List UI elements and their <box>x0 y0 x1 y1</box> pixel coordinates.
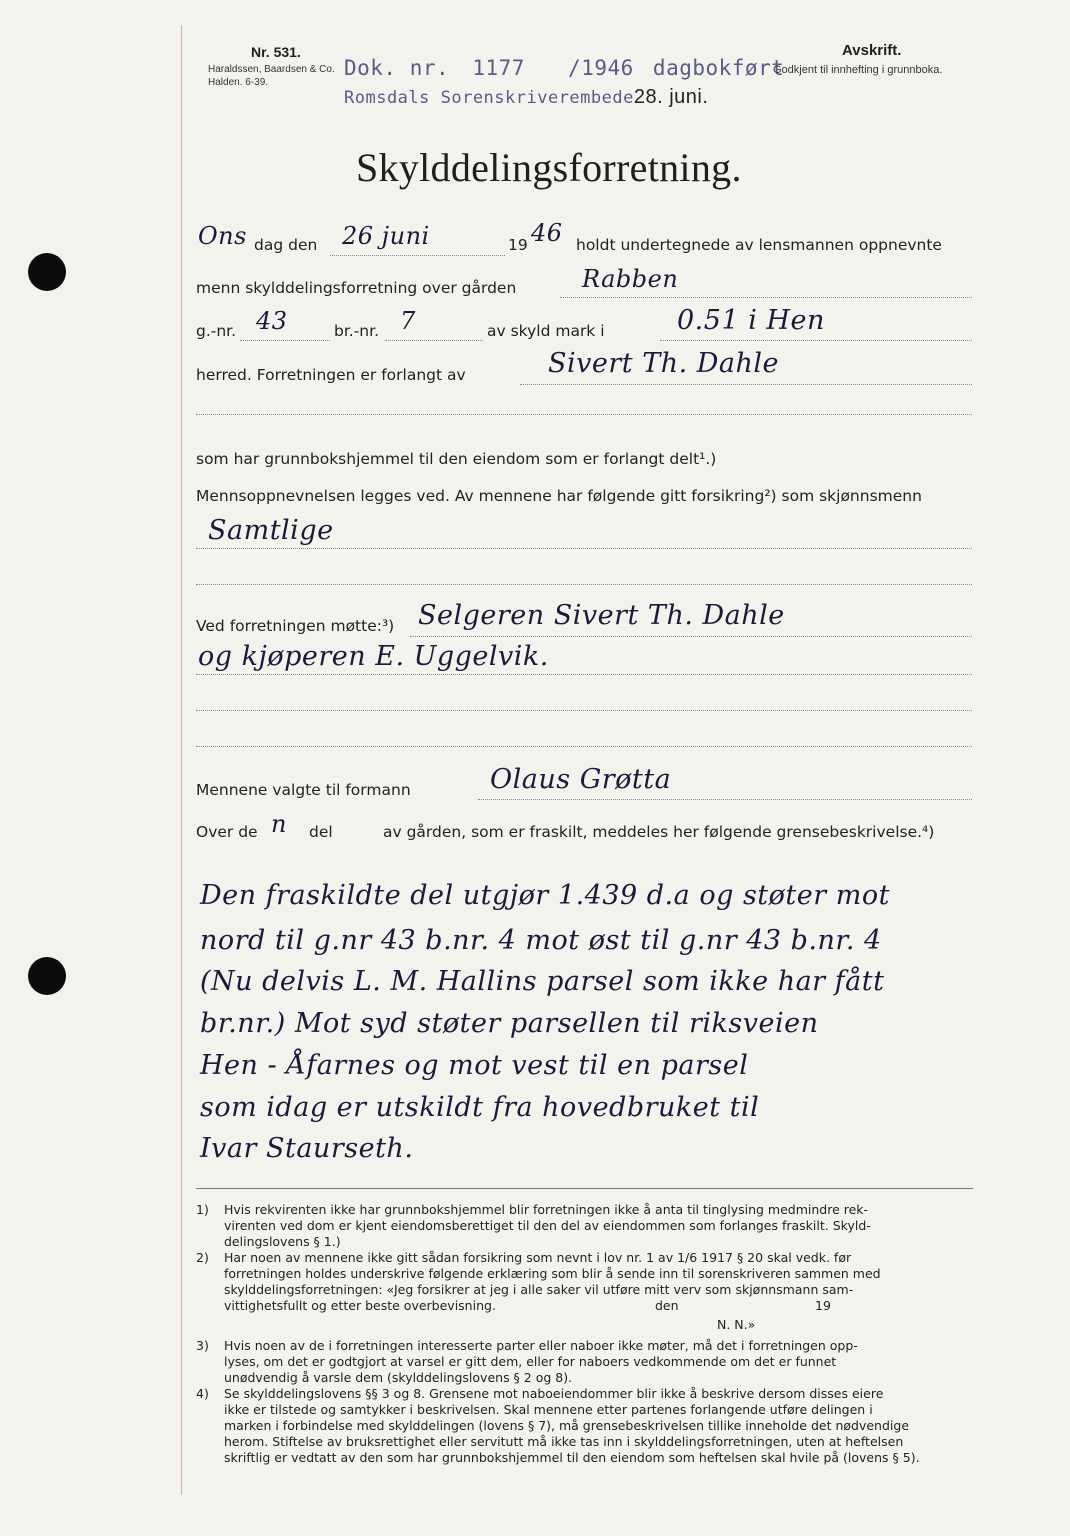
hw-formann: Olaus Grøtta <box>490 764 672 795</box>
fill-line-skyld <box>660 340 972 341</box>
punch-hole-top <box>28 253 66 291</box>
hw-skyld: 0.51 i Hen <box>677 305 825 336</box>
fill-line-requester <box>520 384 972 385</box>
fill-line-motte-1 <box>410 636 972 637</box>
hw-motte-1: Selgeren Sivert Th. Dahle <box>418 600 785 631</box>
printer-line-2: Halden. 6-39. <box>208 77 269 88</box>
footnote-2-line: skylddelingsforretningen: «Jeg forsikrer at jeg i alle saker vil utføre mitt verv som skjønnsmann sam- <box>224 1282 854 1297</box>
margin-line <box>181 25 182 1495</box>
stamp-office: Romsdals Sorenskriverembede <box>344 88 634 108</box>
form-number: Nr. 531. <box>251 44 301 60</box>
fill-line-date <box>330 255 505 256</box>
footnote-2-line: forretningen holdes underskrive følgende erklæring som blir å sende inn til sorenskriveren sammen med <box>224 1266 881 1281</box>
text-over-prefix: Over de <box>196 823 258 841</box>
punch-hole-bottom <box>28 957 66 995</box>
hw-gnr: 43 <box>256 307 288 335</box>
text-mennsopp: Mennsoppnevnelsen legges ved. Av mennene har følgende gitt forsikring²) som skjønnsmenn <box>196 487 922 505</box>
footnote-2-nn: N. N.» <box>717 1317 756 1332</box>
footnote-4-number: 4) <box>196 1386 209 1401</box>
hw-date: 26 juni <box>342 222 430 250</box>
footnote-4-line: skriftlig er vedtatt av den som har grunnbokshjemmel til den eiendom som heftelsen skal hvile på (lovens § 5). <box>224 1450 920 1465</box>
footnote-2-line: Har noen av mennene ikke gitt sådan forsikring som nevnt i lov nr. 1 av 1/6 1917 § 20 skal vedk. før <box>224 1250 852 1265</box>
stamp-date: 28. juni. <box>633 86 709 108</box>
fill-line-gnr <box>240 340 330 341</box>
hw-year: 46 <box>531 219 563 247</box>
hw-farm: Rabben <box>582 265 679 293</box>
footnote-3-line: lyses, om det er godtgjort at varsel er gitt dem, eller for naboers vedkommende om det er funnet <box>224 1354 837 1369</box>
stamp-prefix: Dok. nr. <box>344 56 450 80</box>
text-grunnbok: som har grunnbokshjemmel til den eiendom som er forlangt delt¹.) <box>196 450 717 468</box>
label-gnr: g.-nr. <box>196 322 237 340</box>
hw-motte-2: og kjøperen E. Uggelvik. <box>198 641 549 672</box>
label-herred: herred. Forretningen er forlangt av <box>196 366 466 384</box>
stamp-doc-number: 1177 <box>472 56 525 80</box>
hw-description-line-4: br.nr.) Mot syd støter parsellen til riksveien <box>200 1008 819 1039</box>
fill-line-blank-2 <box>196 584 972 585</box>
footnote-2-year: 19 <box>815 1298 831 1313</box>
hw-day-prefix: Ons <box>198 222 247 250</box>
printer-line-1: Haraldssen, Baardsen & Co. <box>208 64 335 75</box>
godkjent-label: Godkjent til innhefting i grunnboka. <box>773 64 943 76</box>
hw-brnr: 7 <box>400 307 416 335</box>
footnote-2-line: vittighetsfullt og etter beste overbevisning. <box>224 1298 496 1313</box>
fill-line-formann <box>478 799 972 800</box>
label-formann: Mennene valgte til formann <box>196 781 411 799</box>
hw-description-line-3: (Nu delvis L. M. Hallins parsel som ikke har fått <box>200 966 885 997</box>
footnote-4-line: marken i forbindelse med skylddelingen (lovens § 7), må grensebeskrivelsen tillike inneholde det nødvendige <box>224 1418 910 1433</box>
text-over-del: del <box>309 823 333 841</box>
hw-description-line-6: som idag er utskildt fra hovedbruket til <box>200 1092 760 1123</box>
stamp-year: /1946 <box>568 56 634 80</box>
label-dag-den: dag den <box>254 236 318 254</box>
hw-samtlige: Samtlige <box>208 515 334 546</box>
footnote-3-line: unødvendig å varsle dem (skylddelingslovens § 2 og 8). <box>224 1370 573 1385</box>
fill-line-blank-1 <box>196 414 972 415</box>
hw-over: n <box>271 810 287 838</box>
text-held: holdt undertegnede av lensmannen oppnevnte <box>576 236 942 254</box>
stamp-line-1 <box>344 56 784 80</box>
text-menn: menn skylddelingsforretning over gården <box>196 279 517 297</box>
fill-line-brnr <box>385 340 483 341</box>
footnote-3-line: Hvis noen av de i forretningen interesserte parter eller naboer ikke møter, må det i forretningen opp- <box>224 1338 858 1353</box>
hw-description-line-2: nord til g.nr 43 b.nr. 4 mot øst til g.nr 43 b.nr. 4 <box>200 925 882 956</box>
text-over-rest: av gården, som er fraskilt, meddeles her følgende grensebeskrivelse.⁴) <box>383 823 935 841</box>
footnote-1-number: 1) <box>196 1202 209 1217</box>
stamp-suffix: dagbokført <box>652 56 785 80</box>
label-skyld: av skyld mark i <box>487 322 605 340</box>
fill-line-samtlige <box>196 548 972 549</box>
hw-description-line-7: Ivar Staurseth. <box>200 1133 414 1164</box>
fill-line-blank-3 <box>196 710 972 711</box>
footnote-3-number: 3) <box>196 1338 209 1353</box>
label-motte: Ved forretningen møtte:³) <box>196 617 395 635</box>
stamp-line-2 <box>344 86 708 109</box>
footnote-1-line: delingslovens § 1.) <box>224 1234 341 1249</box>
label-year-prefix: 19 <box>508 236 528 254</box>
footnote-1-line: Hvis rekvirenten ikke har grunnbokshjemmel blir forretningen ikke å anta til tinglysing medmindre rek- <box>224 1202 869 1217</box>
footnote-1-line: virenten ved dom er kjent eiendomsberettiget til den del av eiendommen som forlanges fraskilt. Skyld- <box>224 1218 871 1233</box>
fill-line-blank-4 <box>196 746 972 747</box>
document-title: Skylddelingsforretning. <box>356 145 742 190</box>
hw-description-line-1: Den fraskildte del utgjør 1.439 d.a og støter mot <box>200 880 890 911</box>
footnote-4-line: ikke er tilstede og samtykker i beskrivelsen. Skal mennene etter partenes forlangende utføre delingen i <box>224 1402 873 1417</box>
label-brnr: br.-nr. <box>334 322 380 340</box>
avskrift-label: Avskrift. <box>842 42 902 59</box>
hw-requester: Sivert Th. Dahle <box>548 348 780 379</box>
footnote-4-line: Se skylddelingslovens §§ 3 og 8. Grensene mot naboeiendommer blir ikke å beskrive dersom disses eiere <box>224 1386 884 1401</box>
footnote-2-den: den <box>655 1298 679 1313</box>
fill-line-farm <box>560 297 972 298</box>
footnote-4-line: herom. Stiftelse av bruksrettighet eller servitutt må ikke tas inn i skylddelingsforretningen, uten at heftelsen <box>224 1434 904 1449</box>
footnote-2-number: 2) <box>196 1250 209 1265</box>
hw-description-line-5: Hen - Åfarnes og mot vest til en parsel <box>200 1050 749 1081</box>
footnote-rule <box>196 1188 973 1189</box>
fill-line-motte-2 <box>196 674 972 675</box>
